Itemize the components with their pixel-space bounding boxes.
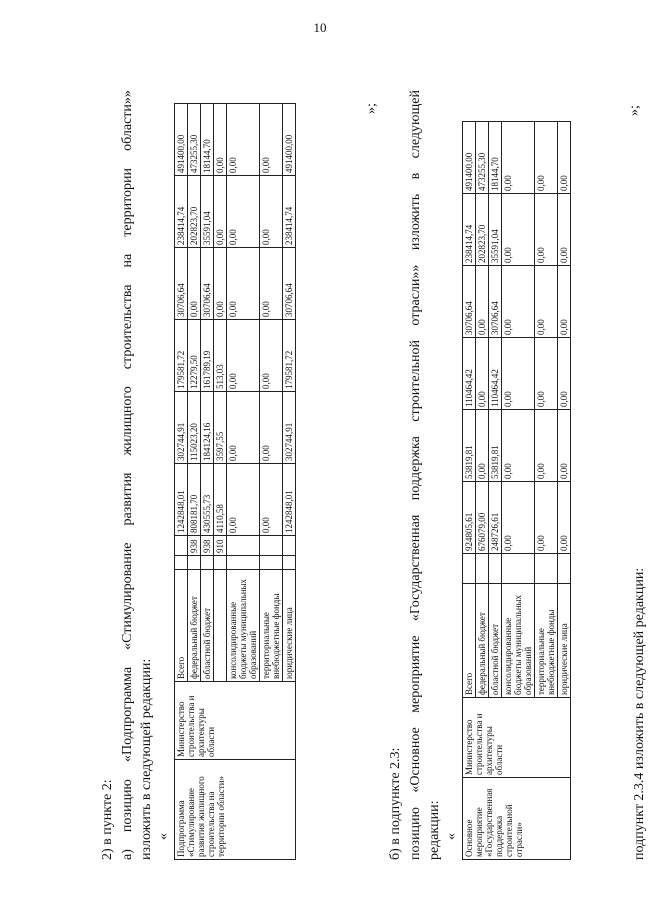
value-cell: 30706,64 [175,248,188,320]
close-quote-a: »; [364,103,379,114]
value-cell: 0,00 [558,482,571,554]
value-cell: 0,00 [188,248,201,320]
code-cell [175,536,188,556]
value-cell: 0,00 [535,410,558,482]
funding-source-cell [214,570,227,682]
value-cell: 184124,16 [201,392,214,464]
value-cell: 0,00 [502,482,535,554]
intro-word: на [120,253,135,268]
empty-cell [476,554,489,584]
value-cell: 18144,70 [201,104,214,176]
intro-word: поддержка [408,436,423,501]
value-cell: 179581,72 [283,320,296,392]
intro-word: «Стимулирование [120,542,135,650]
value-cell: 53819,81 [463,410,476,482]
value-cell: 110464,42 [489,338,502,410]
value-cell: 0,00 [502,266,535,338]
value-cell: 248726,61 [489,482,502,554]
value-cell: 924805,61 [463,482,476,554]
value-cell: 0,00 [558,122,571,194]
value-cell: 115023,20 [188,392,201,464]
value-cell: 0,00 [535,482,558,554]
value-cell: 430555,73 [201,464,214,536]
funding-source-cell: областной бюджет [201,570,214,682]
funding-source-cell: юридические лица [558,584,571,698]
value-cell: 0,00 [558,194,571,266]
empty-cell [489,554,502,584]
value-cell: 0,00 [502,122,535,194]
executor-cell: Министерство строительства и архитектуры области [175,682,296,760]
code-cell: 938 [201,536,214,556]
document-page [92,60,652,880]
table-row [463,122,476,860]
value-cell: 302744,91 [283,392,296,464]
intro-word: области»» [120,90,135,151]
value-cell: 0,00 [227,176,260,248]
code-cell: 938 [188,536,201,556]
value-cell: 4110,58 [214,464,227,536]
value-cell: 0,00 [502,410,535,482]
value-cell: 302744,91 [175,392,188,464]
executor-cell: Министерство строительства и архитектуры области [463,698,571,778]
table-subprogram [174,103,296,860]
section-b-intro [408,90,424,860]
intro-word: строительства [120,284,135,370]
value-cell: 0,00 [260,104,283,176]
value-cell: 0,00 [227,320,260,392]
value-cell: 0,00 [535,266,558,338]
value-cell: 238414,74 [175,176,188,248]
value-cell: 0,00 [214,248,227,320]
intro-word: территории [120,167,135,237]
value-cell: 0,00 [558,338,571,410]
intro-word: мероприятие [408,635,423,713]
value-cell: 473255,30 [188,104,201,176]
code-cell [227,536,260,556]
value-cell: 1242848,01 [175,464,188,536]
code-cell [283,536,296,556]
value-cell: 0,00 [260,464,283,536]
value-cell: 53819,81 [489,410,502,482]
intro-word: «Основное [408,727,423,793]
empty-cell [214,556,227,570]
value-cell: 30706,64 [283,248,296,320]
intro-word: «Государственная [408,514,423,622]
item-2-heading: 2) в пункте 2: [100,779,115,860]
value-cell: 0,00 [476,410,489,482]
value-cell: 491400,00 [283,104,296,176]
value-cell: 179581,72 [175,320,188,392]
value-cell: 0,00 [260,248,283,320]
empty-cell [558,554,571,584]
value-cell: 0,00 [476,338,489,410]
value-cell: 238414,74 [283,176,296,248]
funding-source-cell: юридические лица [283,570,296,682]
value-cell: 513,03 [214,320,227,392]
empty-cell [260,556,283,570]
funding-source-cell: консолидированные бюджеты муниципальных образований [502,584,535,698]
section-b-instruction: редакции: [427,800,442,860]
value-cell: 0,00 [260,176,283,248]
footer-instruction: подпункт 2.3.4 изложить в следующей редакции: [632,567,647,860]
intro-word: позицию [120,779,135,833]
table-main-activity [462,121,571,860]
value-cell: 30706,64 [201,248,214,320]
value-cell: 491400,00 [463,122,476,194]
value-cell: 3597,55 [214,392,227,464]
open-quote-b: « [444,833,459,840]
value-cell: 0,00 [558,410,571,482]
value-cell: 1242848,01 [283,464,296,536]
intro-word: в [408,172,423,180]
code-cell [260,536,283,556]
program-name-cell: Основное мероприятие «Государственная поддержка строительной отрасли» [463,778,571,860]
value-cell: 0,00 [502,194,535,266]
value-cell: 0,00 [214,104,227,176]
value-cell: 30706,64 [463,266,476,338]
program-name-cell: Подпрограмма «Стимулирование развития жилищного строительства на территории области» [175,760,296,860]
intro-word: «Подпрограмма [120,666,135,763]
funding-source-cell: областной бюджет [489,584,502,698]
value-cell: 12279,50 [188,320,201,392]
code-cell: 910 [214,536,227,556]
intro-word: изложить [408,193,423,251]
value-cell: 0,00 [535,338,558,410]
section-a-intro [120,90,136,860]
open-quote-a: « [156,833,171,840]
value-cell: 0,00 [535,194,558,266]
intro-word: позицию [408,807,423,860]
value-cell: 676079,00 [476,482,489,554]
value-cell: 491400,00 [175,104,188,176]
intro-word: жилищного [120,386,135,456]
empty-cell [227,556,260,570]
value-cell: 0,00 [227,464,260,536]
empty-cell [502,554,535,584]
empty-cell [175,556,188,570]
funding-source-cell: территориальные внебюджетные фонды [535,584,558,698]
value-cell: 0,00 [260,320,283,392]
value-cell: 0,00 [227,248,260,320]
close-quote-b: »; [627,105,642,116]
table-row [175,104,188,860]
funding-source-cell: Всего [463,584,476,698]
value-cell: 0,00 [214,176,227,248]
value-cell: 202823,70 [476,194,489,266]
value-cell: 35591,04 [201,176,214,248]
intro-word: отрасли»» [408,264,423,326]
intro-word: строительной [408,340,423,422]
value-cell: 0,00 [260,392,283,464]
value-cell: 0,00 [535,122,558,194]
value-cell: 0,00 [558,266,571,338]
funding-source-cell: федеральный бюджет [476,584,489,698]
funding-source-cell: федеральный бюджет [188,570,201,682]
empty-cell [463,554,476,584]
value-cell: 202823,70 [188,176,201,248]
value-cell: 30706,64 [489,266,502,338]
empty-cell [201,556,214,570]
page-number: 10 [313,20,327,35]
section-a-instruction: изложить в следующей редакции: [139,658,154,860]
value-cell: 35591,04 [489,194,502,266]
funding-source-cell: Всего [175,570,188,682]
item-b-heading: б) в подпункте 2.3: [388,747,403,860]
value-cell: 161789,19 [201,320,214,392]
value-cell: 238414,74 [463,194,476,266]
empty-cell [188,556,201,570]
value-cell: 110464,42 [463,338,476,410]
funding-source-cell: территориальные внебюджетные фонды [260,570,283,682]
value-cell: 0,00 [502,338,535,410]
value-cell: 808181,70 [188,464,201,536]
intro-word: а) [120,849,135,860]
intro-word: развития [120,472,135,526]
value-cell: 0,00 [476,266,489,338]
intro-word: следующей [408,90,423,159]
empty-cell [535,554,558,584]
value-cell: 473255,30 [476,122,489,194]
value-cell: 0,00 [227,104,260,176]
value-cell: 0,00 [227,392,260,464]
empty-cell [283,556,296,570]
value-cell: 18144,70 [489,122,502,194]
funding-source-cell: консолидированные бюджеты муниципальных образований [227,570,260,682]
